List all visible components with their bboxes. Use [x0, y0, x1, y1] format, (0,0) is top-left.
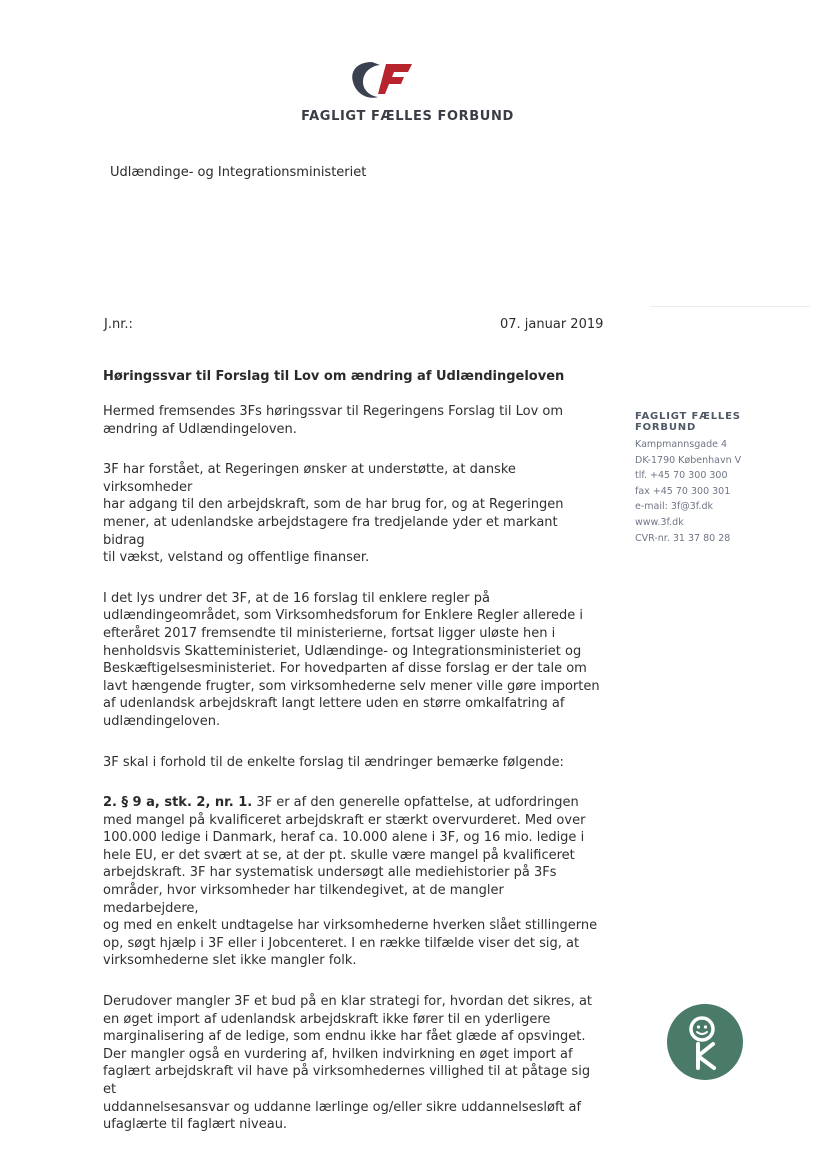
address-line: Kampmannsgade 4 — [635, 439, 728, 450]
website-line: www.3f.dk — [635, 516, 684, 528]
letter-date: 07. januar 2019 — [500, 317, 604, 332]
letter-body — [103, 403, 603, 1157]
address-line: DK-1790 København V — [635, 454, 742, 466]
ok-badge-icon — [667, 1004, 743, 1080]
subject-heading: Høringssvar til Forslag til Lov om ændring af Udlændingeloven — [103, 369, 565, 384]
closing-paragraph: Derudover mangler 3F et bud på en klar strategi for, hvordan det sikres, at en øget import af udenlandsk arbejdskraft ikke fører til en yderligere marginalisering af de ledige, som endnu ikke har fået glæde af opsvinget. Der mangler også en vurdering af, hvilken indvirkning en øget import af faglært arbejdskraft vil have på virksomhedernes villighed til at påtage sig et uddannelsesansvar og uddanne lærlinge og/eller sikre uddannelsesløft af ufaglærte til faglært niveau. — [103, 994, 593, 1133]
phone-line: tlf. +45 70 300 300 — [635, 470, 728, 482]
divider — [650, 306, 810, 307]
paragraph: 3F skal i forhold til de enkelte forslag til ændringer bemærke følgende: — [103, 754, 564, 770]
fax-line: fax +45 70 300 301 — [635, 485, 731, 497]
sidebar-org-name: FAGLIGT FÆLLES FORBUND — [635, 411, 741, 433]
paragraph: Hermed fremsendes 3Fs høringssvar til Regeringens Forslag til Lov om ændring af Udlændingeloven. — [103, 404, 564, 437]
section-text: 3F er af den generelle opfattelse, at udfordringen med mangel på kvalificeret arbejdskraft er stærkt overvurderet. Med over 100.000 ledige i Danmark, heraf ca. 10.000 alene i 3F, og 16 mio. ledige i hele EU, er det svært at se, at der pt. skulle være mangel på kvalificeret arbejdskraft. 3F har systematisk undersøgt alle mediehistorier på 3Fs områder, hvor virksomheder har tilkendegivet, at de mangler medarbejdere, og med en enkelt undtagelse har virksomhederne hverken slået stillingerne op, søgt hjælp i 3F eller i Jobcenteret. I en række tilfælde viser det sig, at virksomhederne slet ikke mangler folk. — [103, 795, 598, 969]
jnr-label: J.nr.: — [104, 317, 133, 332]
paragraph: 3F har forstået, at Regeringen ønsker at understøtte, at danske virksomheder har adgang til den arbejdskraft, som de har brug for, og at Regeringen mener, at udenlandske arbejdstagere fra tredjelande yder et markant bidrag til vækst, velstand og offentlige finanser. — [103, 462, 564, 566]
paragraph: I det lys undrer det 3F, at de 16 forslag til enklere regler på udlændingeområdet, som Virksomhedsforum for Enklere Regler allerede i efteråret 2017 fremsendte til ministerierne, fortsat ligger uløste hen i henholdsvis Skatteministeriet, Udlændinge- og Integrationsministeriet og Beskæftigelsesministeriet. For hovedparten af disse forslag er der tale om lavt hængende frugter, som virksomhederne selv mener ville gøre importen af udenlandsk arbejdskraft langt lettere uden en større omkalfatring af udlændingeloven. — [103, 590, 600, 729]
org-name-header: FAGLIGT FÆLLES FORBUND — [301, 109, 514, 124]
section-heading: 2. § 9 a, stk. 2, nr. 1. — [103, 795, 253, 811]
3f-logo-icon — [350, 56, 414, 104]
email-line: e-mail: 3f@3f.dk — [635, 501, 713, 513]
recipient: Udlændinge- og Integrationsministeriet — [110, 165, 367, 180]
section-paragraph — [103, 794, 603, 970]
cvr-line: CVR-nr. 31 37 80 28 — [635, 532, 731, 544]
address-block — [635, 411, 805, 546]
